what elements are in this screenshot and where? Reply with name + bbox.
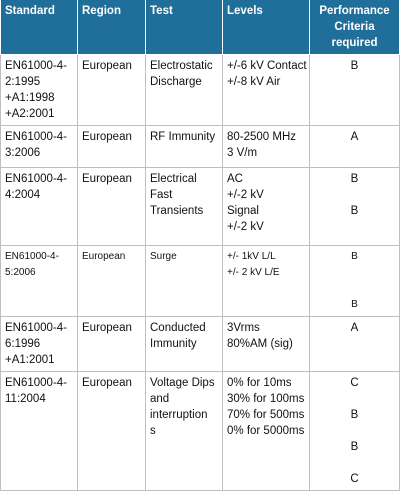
cell-test-line: s — [150, 425, 156, 437]
cell-test-line: interruption — [150, 409, 208, 421]
cell-levels-line: +/-6 kV Contact — [227, 60, 307, 72]
cell-region: European — [78, 168, 146, 246]
cell-test — [146, 317, 223, 372]
cell-standard-line: 3:2006 — [5, 147, 41, 159]
criteria-value: A — [350, 131, 359, 143]
cell-region: European — [78, 55, 146, 126]
criteria-value: A — [350, 322, 359, 334]
cell-standard — [1, 126, 78, 168]
cell-standard-line: 4:2004 — [5, 189, 41, 201]
cell-levels-line: 30% for 100ms — [227, 393, 305, 405]
cell-test — [146, 126, 223, 168]
cell-levels-line: Signal — [227, 205, 259, 217]
cell-levels-line: 80%AM (sig) — [227, 338, 293, 350]
cell-standard — [1, 372, 78, 491]
cell-levels-line: 70% for 500ms — [227, 409, 305, 421]
cell-levels-line: 3Vrms — [227, 322, 260, 334]
cell-performance-criteria — [310, 372, 400, 491]
cell-test — [146, 168, 223, 246]
criteria-value: B — [350, 173, 359, 185]
cell-performance-criteria — [310, 246, 400, 317]
cell-performance-criteria — [310, 55, 400, 126]
cell-region: European — [78, 246, 146, 317]
cell-test-line: Surge — [150, 251, 177, 262]
table-row — [1, 168, 400, 246]
cell-standard-line: EN61000-4- — [5, 173, 68, 185]
cell-standard-line: 6:1996 — [5, 338, 41, 350]
criteria-value: B — [350, 205, 359, 217]
criteria-value: C — [350, 377, 359, 389]
table-body — [1, 55, 400, 491]
cell-levels-line: AC — [227, 173, 243, 185]
criteria-value — [314, 187, 395, 203]
header-performance-criteria: Performance Criteria required — [310, 0, 400, 55]
cell-test-line: Electrostatic — [150, 60, 213, 72]
criteria-value — [314, 265, 395, 281]
cell-test-line: Conducted — [150, 322, 206, 334]
criteria-value — [314, 455, 395, 471]
cell-standard — [1, 168, 78, 246]
cell-test-line: Electrical — [150, 173, 197, 185]
criteria-value: B — [351, 299, 358, 310]
table-row — [1, 55, 400, 126]
cell-levels-line: +/- 2 kV L/E — [227, 267, 280, 278]
cell-test — [146, 246, 223, 317]
cell-levels — [223, 168, 310, 246]
cell-standard-line: 2:1995 — [5, 76, 41, 88]
table-row — [1, 372, 400, 491]
cell-levels-line: +/-2 kV — [227, 221, 264, 233]
criteria-value — [314, 423, 395, 439]
cell-levels-line: +/- 1kV L/L — [227, 251, 276, 262]
cell-test — [146, 55, 223, 126]
criteria-value: C — [350, 473, 359, 485]
cell-levels-line: 0% for 10ms — [227, 377, 292, 389]
cell-test-line: Voltage Dips — [150, 377, 215, 389]
cell-levels-line: +/-2 kV — [227, 189, 264, 201]
criteria-value — [314, 391, 395, 407]
table-row — [1, 317, 400, 372]
table-header-row — [1, 0, 400, 55]
cell-levels — [223, 246, 310, 317]
header-levels: Levels — [223, 0, 310, 55]
table-row — [1, 246, 400, 317]
criteria-value: B — [350, 441, 359, 453]
criteria-value — [314, 281, 395, 297]
cell-levels-line: +/-8 kV Air — [227, 76, 281, 88]
cell-performance-criteria — [310, 317, 400, 372]
cell-levels-line: 0% for 5000ms — [227, 425, 305, 437]
cell-region: European — [78, 126, 146, 168]
cell-levels — [223, 55, 310, 126]
cell-region: European — [78, 317, 146, 372]
cell-standard-line: EN61000-4- — [5, 251, 59, 262]
cell-region: European — [78, 372, 146, 491]
cell-performance-criteria — [310, 126, 400, 168]
criteria-value: B — [350, 409, 359, 421]
header-test: Test — [146, 0, 223, 55]
cell-standard-line: EN61000-4- — [5, 131, 68, 143]
cell-levels — [223, 317, 310, 372]
criteria-value: B — [350, 60, 359, 72]
header-standard: Standard — [1, 0, 78, 55]
table-row — [1, 126, 400, 168]
cell-levels — [223, 126, 310, 168]
cell-standard-line: +A2:2001 — [5, 108, 55, 120]
header-region: Region — [78, 0, 146, 55]
criteria-value: B — [351, 251, 358, 262]
cell-test-line: Transients — [150, 205, 204, 217]
cell-standard-line: 5:2006 — [5, 267, 36, 278]
cell-test — [146, 372, 223, 491]
cell-standard — [1, 246, 78, 317]
cell-performance-criteria — [310, 168, 400, 246]
cell-test-line: Immunity — [150, 338, 197, 350]
cell-test-line: Discharge — [150, 76, 202, 88]
cell-test-line: and — [150, 393, 170, 405]
cell-standard-line: +A1:2001 — [5, 354, 55, 366]
cell-standard-line: EN61000-4- — [5, 322, 68, 334]
cell-standard-line: EN61000-4- — [5, 377, 68, 389]
cell-standard-line: +A1:1998 — [5, 92, 55, 104]
cell-standard — [1, 317, 78, 372]
cell-levels-line: 3 V/m — [227, 147, 258, 159]
cell-standard-line: EN61000-4- — [5, 60, 68, 72]
cell-test-line: Fast — [150, 189, 173, 201]
cell-standard-line: 11:2004 — [5, 393, 46, 405]
cell-levels — [223, 372, 310, 491]
cell-test-line: RF Immunity — [150, 131, 216, 143]
cell-standard — [1, 55, 78, 126]
cell-levels-line: 80-2500 MHz — [227, 131, 297, 143]
